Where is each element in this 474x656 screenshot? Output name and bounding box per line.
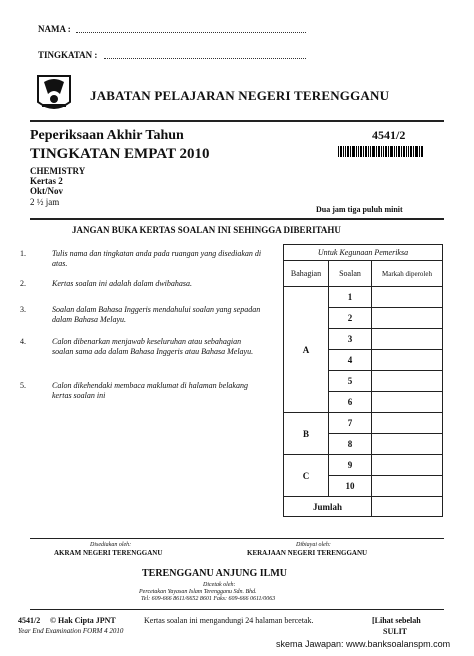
examiner-table xyxy=(283,244,443,517)
mark-cell[interactable] xyxy=(372,350,443,371)
exam-paper: Kertas 2 xyxy=(30,176,63,186)
jpnt-logo xyxy=(34,72,74,116)
instruction-text: Calon dibenarkan menjawab keseluruhan atau sebahagian soalan sama ada dalam Bahasa Inggeris atau Bahasa Melayu. xyxy=(52,337,254,356)
instruction-number: 5. xyxy=(20,381,26,390)
mark-cell[interactable] xyxy=(372,308,443,329)
instruction-text: Soalan dalam Bahasa Inggeris mendahului soalan yang sepadan dalam Bahasa Melayu. xyxy=(52,305,261,324)
prepared-label: Disediakan oleh: xyxy=(90,542,132,548)
warning-text: JANGAN BUKA KERTAS SOALAN INI SEHINGGA DIBERITAHU xyxy=(72,225,341,235)
instruction-text: Calon dikehendaki membaca maklumat di halaman belakang kertas soalan ini xyxy=(52,381,248,400)
question-number: 9 xyxy=(329,455,372,476)
question-number: 1 xyxy=(329,287,372,308)
mark-cell[interactable] xyxy=(372,413,443,434)
watermark-text: skema Jawapan: www.banksoalanspm.com xyxy=(276,639,451,649)
section-a: A xyxy=(284,287,329,413)
instruction-number: 2. xyxy=(20,279,26,288)
duration-words: Dua jam tiga puluh minit xyxy=(316,205,403,214)
mark-cell[interactable] xyxy=(372,329,443,350)
printer: Percetakan Yayasan Islam Terengganu Sdn. Bhd. xyxy=(139,589,257,595)
mark-cell[interactable] xyxy=(372,434,443,455)
code-bottom: 4541/2 xyxy=(18,616,41,625)
total-cell[interactable] xyxy=(372,497,443,517)
instruction-text: Kertas soalan ini adalah dalam dwibahasa. xyxy=(52,279,193,288)
nama-label: NAMA : xyxy=(38,24,71,34)
copyright: © Hak Cipta JPNT xyxy=(50,616,116,625)
question-number: 10 xyxy=(329,476,372,497)
question-number: 2 xyxy=(329,308,372,329)
header-markah: Markah diperoleh xyxy=(372,261,443,287)
exam-subject: CHEMISTRY xyxy=(30,166,86,176)
question-number: 7 xyxy=(329,413,372,434)
exam-month: Okt/Nov xyxy=(30,186,64,196)
header-bahagian: Bahagian xyxy=(284,261,329,287)
instruction-number: 3. xyxy=(20,305,26,314)
section-c: C xyxy=(284,455,329,497)
barcode xyxy=(338,146,442,157)
sulit-label: SULIT xyxy=(383,627,408,636)
mark-cell[interactable] xyxy=(372,455,443,476)
header-soalan: Soalan xyxy=(329,261,372,287)
year-end: Year End Examination FORM 4 2010 xyxy=(18,627,124,635)
table-caption: Untuk Kegunaan Pemeriksa xyxy=(284,245,443,261)
nama-field[interactable] xyxy=(76,32,306,33)
paper-code: 4541/2 xyxy=(372,128,406,142)
department-title: JABATAN PELAJARAN NEGERI TERENGGANU xyxy=(90,88,390,103)
printer-contact: Tel: 609-666 8611/6652 8601 Faks: 609-666 0611/0063 xyxy=(141,596,276,602)
section-b: B xyxy=(284,413,329,455)
mark-cell[interactable] xyxy=(372,392,443,413)
exam-duration: 2 ½ jam xyxy=(30,197,60,207)
exam-level: TINGKATAN EMPAT 2010 xyxy=(30,146,210,162)
motto: TERENGGANU ANJUNG ILMU xyxy=(142,568,288,579)
instruction-number: 4. xyxy=(20,337,26,346)
question-number: 6 xyxy=(329,392,372,413)
mark-cell[interactable] xyxy=(372,287,443,308)
exam-title: Peperiksaan Akhir Tahun xyxy=(30,128,184,143)
question-number: 5 xyxy=(329,371,372,392)
question-number: 8 xyxy=(329,434,372,455)
instruction-number: 1. xyxy=(20,249,26,258)
tingkatan-label: TINGKATAN : xyxy=(38,50,98,60)
prepared-by: AKRAM NEGERI TERENGGANU xyxy=(54,549,163,557)
instruction-text: Tulis nama dan tingkatan anda pada ruangan yang disediakan di atas. xyxy=(52,249,262,268)
pages-note: Kertas soalan ini mengandungi 24 halaman bercetak. xyxy=(144,616,314,625)
question-number: 4 xyxy=(329,350,372,371)
total-label: Jumlah xyxy=(284,497,372,517)
see-behind: [Lihat sebelah xyxy=(372,616,421,625)
tingkatan-field[interactable] xyxy=(104,58,306,59)
funded-label: Dibiayai oleh: xyxy=(296,542,331,548)
printed-label: Dicetak oleh: xyxy=(203,582,236,588)
funded-by: KERAJAAN NEGERI TERENGGANU xyxy=(247,549,368,557)
mark-cell[interactable] xyxy=(372,371,443,392)
mark-cell[interactable] xyxy=(372,476,443,497)
question-number: 3 xyxy=(329,329,372,350)
